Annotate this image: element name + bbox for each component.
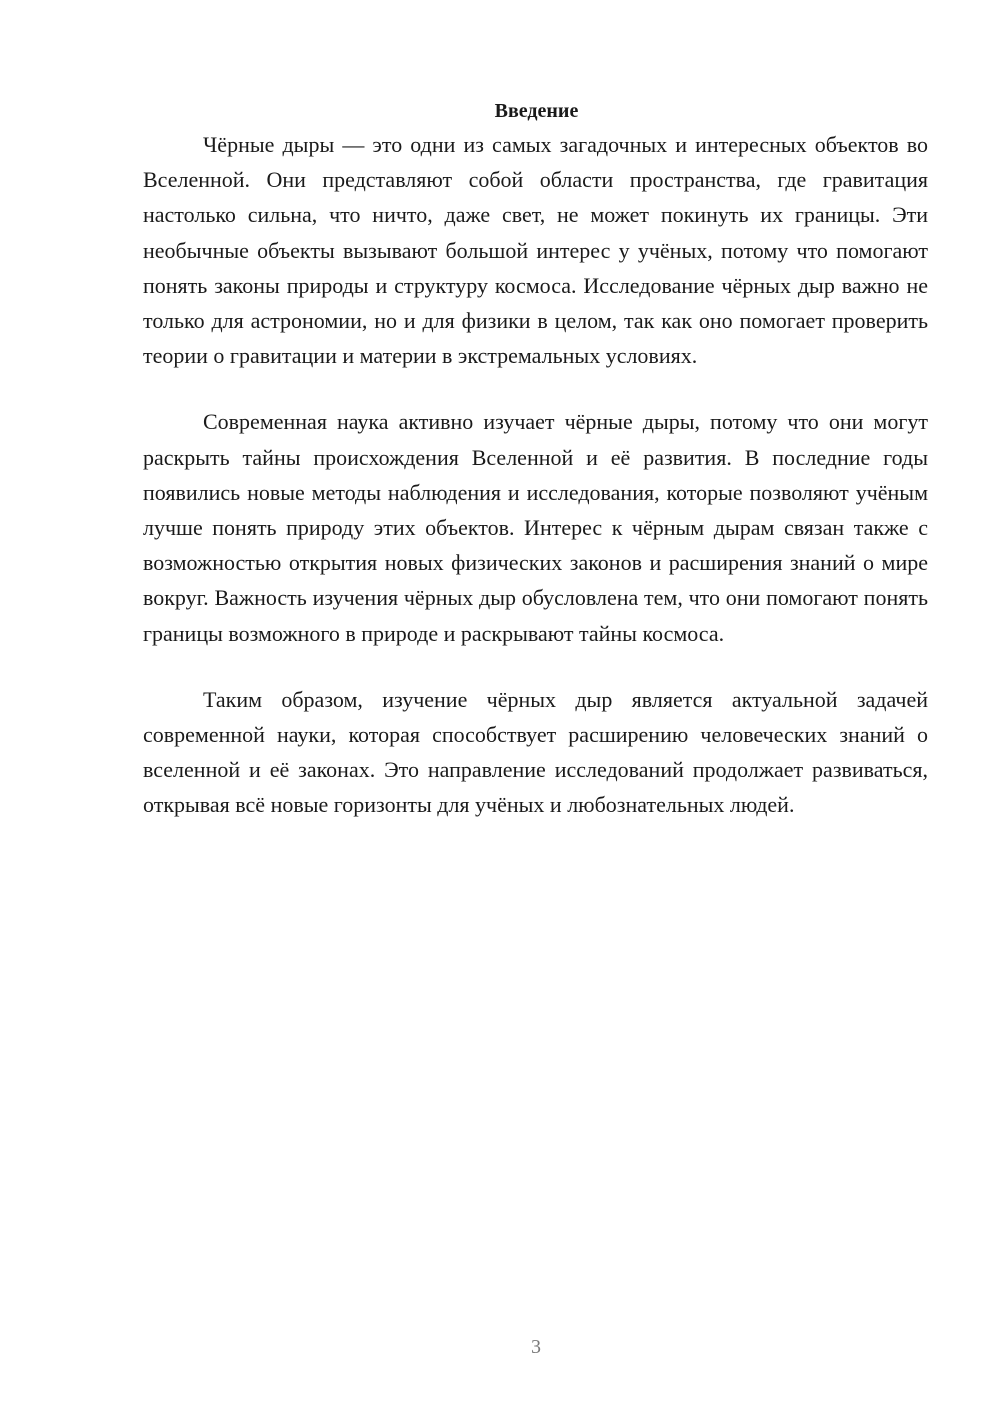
- section-title: Введение: [494, 100, 579, 122]
- paragraph-3: Таким образом, изучение чёрных дыр является актуальной задачей современной науки, которая способствует расширению человеческих знаний о вселенной и её законах. Это направление исследований продолжает развиваться, открывая всё новые горизонты для учёных и любознательных людей.: [143, 686, 928, 818]
- page-number: 3: [531, 1336, 541, 1358]
- paragraph-1: Чёрные дыры — это одни из самых загадочных и интересных объектов во Вселенной. Они представляют собой области пространства, где гравитация настолько сильна, что ничто, даже свет, не может покинуть их границы. Эти необычные объекты вызывают большой интерес у учёных, потому что помогают понять законы природы и структуру космоса. Исследование чёрных дыр важно не только для астрономии, но и для физики в целом, так как оно помогает проверить теории о гравитации и материи в экстремальных условиях.: [143, 132, 928, 369]
- paragraph-2: Современная наука активно изучает чёрные дыры, потому что они могут раскрыть тайны происхождения Вселенной и её развития. В последние годы появились новые методы наблюдения и исследования, которые позволяют учёным лучше понять природу этих объектов. Интерес к чёрным дырам связан также с возможностью открытия новых физических законов и расширения знаний о мире вокруг. Важность изучения чёрных дыр обусловлена тем, что они помогают понять границы возможного в природе и раскрывают тайны космоса.: [143, 409, 928, 646]
- page-content: [143, 96, 928, 823]
